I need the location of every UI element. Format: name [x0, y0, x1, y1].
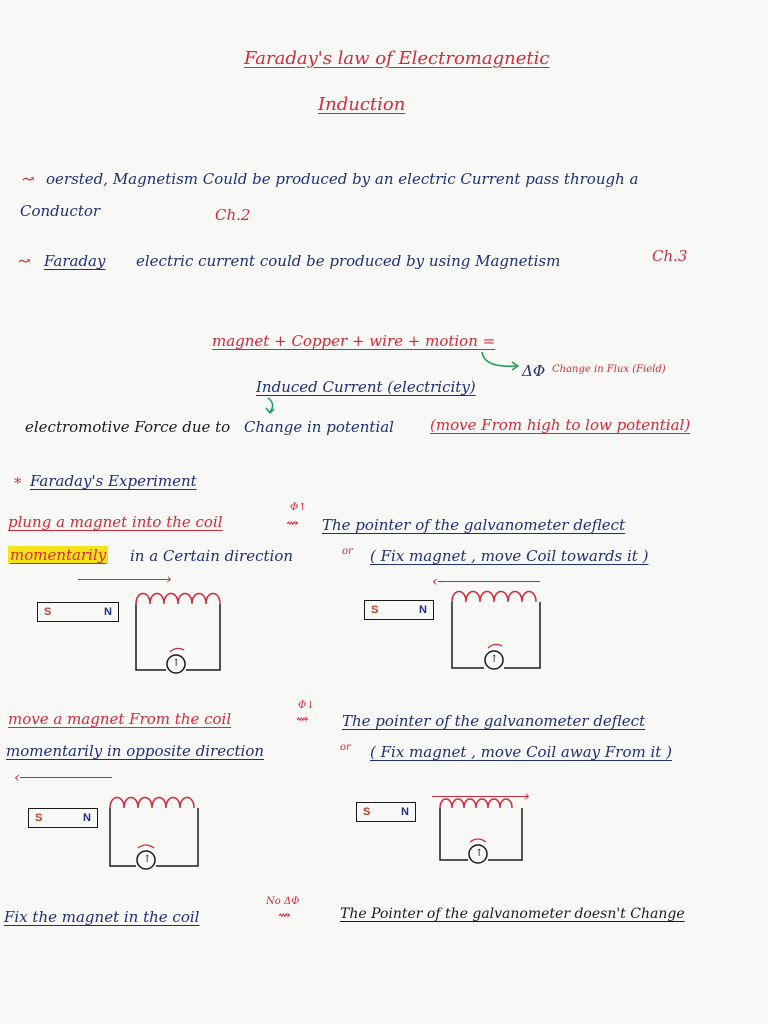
case2-rest: momentarily in opposite direction [6, 742, 265, 760]
case3-arrow-icon: ⇝ [278, 906, 291, 924]
case2-result: The pointer of the galvanometer deflect [342, 712, 646, 730]
case3-result: The Pointer of the galvanometer doesn't Change [340, 906, 685, 922]
arrow-head-right-icon: › [524, 787, 530, 805]
case1-action: plung a magnet into the coil [8, 513, 223, 531]
case2-alternative: ( Fix magnet , move Coil away From it ) [370, 743, 672, 761]
case2-arrow-icon: ⇝ [296, 710, 309, 728]
faraday-text: electric current could be produced by using Magnetism [136, 252, 561, 270]
title-line-2: Induction [318, 94, 406, 115]
motion-arrow-left [438, 581, 540, 582]
magnet-s-pole: S [35, 812, 43, 824]
magnet-s-pole: S [363, 806, 371, 818]
galvanometer-icon: ↑ [143, 854, 152, 865]
magnet-s-pole: S [371, 604, 379, 616]
magnet-n-pole: N [419, 604, 427, 616]
magnet-n-pole: N [401, 806, 409, 818]
bullet-arrow-icon: ↝ [18, 252, 31, 270]
arrow-head-left-icon: ‹ [14, 768, 20, 786]
emf-text: electromotive Force due to [25, 418, 231, 436]
case1-alternative: ( Fix magnet , move Coil towards it ) [370, 547, 649, 565]
galvanometer-icon: ↑ [475, 848, 484, 859]
arrow-head-left-icon: ‹ [432, 572, 438, 590]
case1-arrow-icon: ⇝ [286, 514, 299, 532]
case1-rest: in a Certain direction [130, 547, 294, 565]
faraday-label: Faraday [44, 252, 106, 270]
title-line-1: Faraday's law of Electromagnetic [244, 48, 550, 69]
curved-arrow-icon [478, 348, 524, 374]
case2-action: move a magnet From the coil [8, 710, 232, 728]
down-arrow-icon [260, 396, 282, 416]
motion-arrow-left [20, 777, 112, 778]
induced-current: Induced Current (electricity) [256, 378, 476, 396]
equation-left: magnet + Copper + wire + motion = [212, 332, 496, 350]
case1-result: The pointer of the galvanometer deflect [322, 516, 626, 534]
bar-magnet [356, 802, 416, 822]
oersted-cont: Conductor [20, 202, 101, 220]
case1-highlight-word: momentarily [10, 546, 107, 564]
emf-cont: Change in potential [244, 418, 394, 436]
case1-flux: Φ↑ [290, 502, 307, 513]
bar-magnet [28, 808, 98, 828]
arrow-head-right-icon: › [166, 570, 172, 588]
case3-flux: No ΔΦ [266, 896, 300, 907]
galvanometer-icon: ↑ [490, 654, 499, 665]
case1-or: or [342, 546, 353, 557]
case2-or: or [340, 742, 351, 753]
magnet-n-pole: N [104, 606, 112, 618]
bullet-arrow-icon: ↝ [22, 170, 35, 188]
star-icon: * [14, 474, 22, 492]
magnet-s-pole: S [44, 606, 52, 618]
magnet-n-pole: N [83, 812, 91, 824]
emf-note: (move From high to low potential) [430, 416, 691, 434]
oersted-chapter: Ch.2 [215, 206, 251, 224]
bar-magnet [364, 600, 434, 620]
delta-flux: ΔΦ [522, 362, 546, 380]
galvanometer-icon: ↑ [172, 658, 181, 669]
coil-circuit [434, 792, 534, 872]
case3-action: Fix the magnet in the coil [4, 908, 200, 926]
delta-flux-note: Change in Flux (Field) [552, 364, 666, 375]
coil-circuit [104, 792, 208, 876]
oersted-text: oersted, Magnetism Could be produced by an electric Current pass through a [46, 170, 639, 188]
experiment-heading: Faraday's Experiment [30, 472, 197, 490]
faraday-chapter: Ch.3 [652, 247, 688, 265]
bar-magnet [37, 602, 119, 622]
motion-arrow-right [78, 579, 170, 580]
case2-flux: Φ↓ [298, 700, 315, 711]
